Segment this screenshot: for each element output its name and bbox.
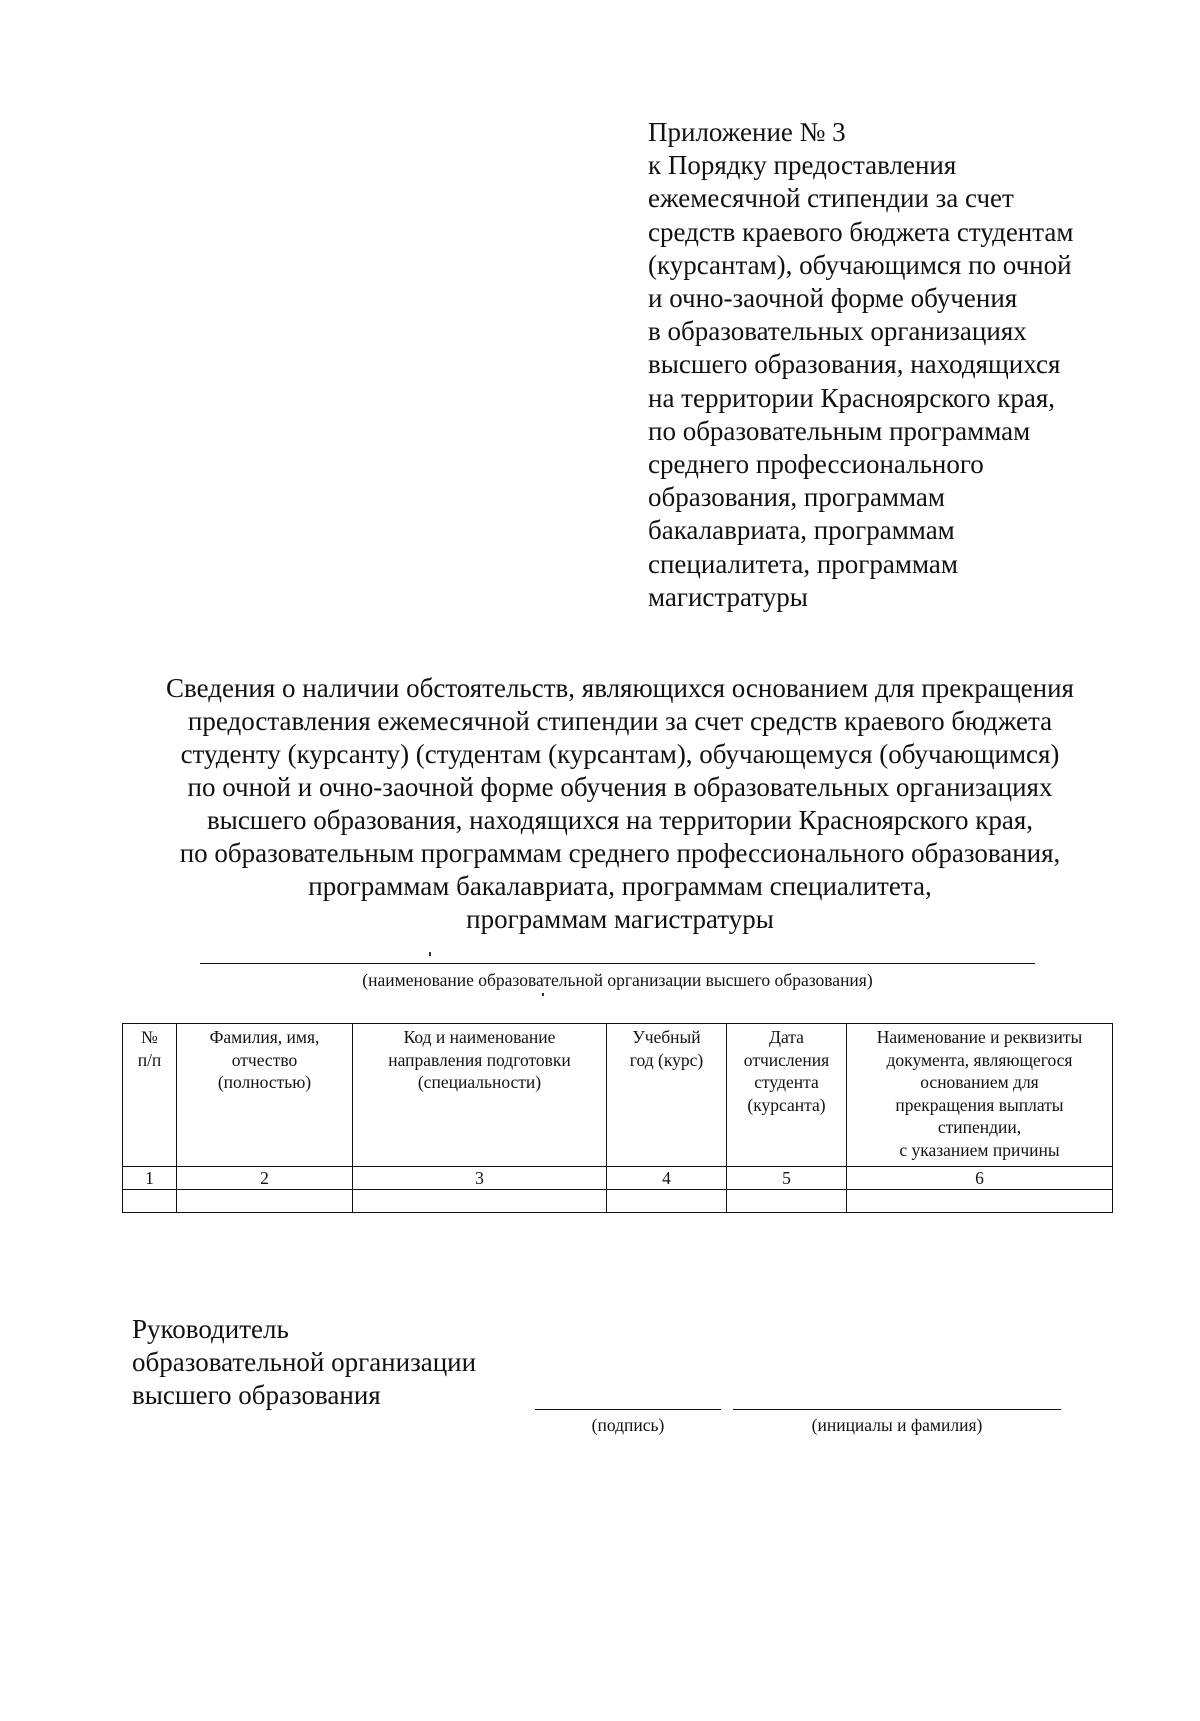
header-text: № bbox=[141, 1027, 158, 1047]
title-line: высшего образования, находящихся на территории Красноярского края, bbox=[206, 805, 1034, 835]
header-text: отчисления bbox=[743, 1049, 830, 1070]
column-number: 1 bbox=[123, 1167, 177, 1190]
table-cell bbox=[177, 1190, 353, 1213]
appendix-line: средств краевого бюджета студентам bbox=[648, 216, 1074, 247]
signer-title bbox=[132, 1313, 476, 1412]
signer-line: образовательной организации bbox=[132, 1347, 477, 1377]
header-document-details bbox=[847, 1024, 1113, 1167]
appendix-line: и очно-заочной форме обучения bbox=[648, 283, 1018, 314]
appendix-line: по образовательным программам bbox=[648, 415, 1031, 446]
organization-name-caption: (наименование образовательной организации высшего образования) bbox=[362, 970, 873, 990]
title-line: программам магистратуры bbox=[466, 904, 774, 934]
appendix-line: магистратуры bbox=[648, 581, 808, 612]
title-line: по очной и очно-заочной форме обучения в образовательных организациях bbox=[187, 772, 1053, 802]
appendix-line: к Порядку предоставления bbox=[648, 150, 957, 181]
appendix-header bbox=[648, 116, 1168, 614]
name-caption: (инициалы и фамилия) bbox=[811, 1415, 983, 1435]
header-text: прекращения выплаты bbox=[895, 1094, 1064, 1115]
header-text: Учебный bbox=[632, 1027, 701, 1047]
column-number-row bbox=[123, 1167, 1113, 1190]
appendix-line: на территории Красноярского края, bbox=[648, 382, 1055, 413]
header-full-name bbox=[177, 1024, 353, 1167]
header-number bbox=[123, 1024, 177, 1167]
document-title bbox=[60, 672, 1180, 936]
header-expulsion-date bbox=[727, 1024, 847, 1167]
signature-line bbox=[535, 1409, 721, 1410]
appendix-line: бакалавриата, программам bbox=[648, 515, 955, 546]
column-number: 2 bbox=[177, 1167, 353, 1190]
header-text: основанием для bbox=[920, 1072, 1039, 1092]
signature-caption: (подпись) bbox=[591, 1415, 665, 1435]
column-number: 6 bbox=[847, 1167, 1113, 1190]
appendix-line: специалитета, программам bbox=[648, 548, 958, 579]
organization-name-line bbox=[200, 963, 1035, 964]
header-text: год (курс) bbox=[629, 1049, 704, 1070]
header-text: отчество bbox=[231, 1049, 298, 1070]
table-header-row bbox=[123, 1024, 1113, 1167]
appendix-line: в образовательных организациях bbox=[648, 316, 1027, 347]
header-text: Код и наименование bbox=[403, 1027, 556, 1047]
header-text: Фамилия, имя, bbox=[209, 1027, 320, 1047]
appendix-line: Приложение № 3 bbox=[648, 117, 846, 147]
header-text: документа, являющегося bbox=[886, 1049, 1073, 1070]
appendix-line: образования, программам bbox=[648, 482, 945, 513]
header-text: стипендии, bbox=[937, 1117, 1022, 1137]
table-cell bbox=[123, 1190, 177, 1213]
header-text: направления подготовки bbox=[388, 1049, 571, 1070]
appendix-line: высшего образования, находящихся bbox=[648, 349, 1061, 380]
table-cell bbox=[847, 1190, 1113, 1213]
scan-speck bbox=[542, 993, 544, 996]
header-academic-year bbox=[607, 1024, 727, 1167]
table-row bbox=[123, 1190, 1113, 1213]
title-line: предоставления ежемесячной стипендии за счет средств краевого бюджета bbox=[187, 706, 1053, 736]
title-line: программам бакалавриата, программам специалитета, bbox=[308, 871, 932, 901]
termination-table bbox=[122, 1023, 1113, 1213]
header-specialty bbox=[353, 1024, 607, 1167]
signer-line: высшего образования bbox=[132, 1380, 381, 1410]
header-text: Дата bbox=[769, 1027, 804, 1047]
header-text: (полностью) bbox=[217, 1072, 312, 1092]
title-line: по образовательным программам среднего профессионального образования, bbox=[179, 838, 1061, 868]
table-cell bbox=[353, 1190, 607, 1213]
column-number: 3 bbox=[353, 1167, 607, 1190]
title-line: студенту (курсанту) (студентам (курсантам), обучающемуся (обучающимся) bbox=[180, 739, 1060, 769]
column-number: 4 bbox=[607, 1167, 727, 1190]
header-text: Наименование и реквизиты bbox=[876, 1027, 1083, 1047]
name-line bbox=[733, 1409, 1061, 1410]
signer-line: Руководитель bbox=[132, 1314, 289, 1344]
title-line: Сведения о наличии обстоятельств, являющихся основанием для прекращения bbox=[166, 673, 1074, 703]
column-number: 5 bbox=[727, 1167, 847, 1190]
table-cell bbox=[607, 1190, 727, 1213]
header-text: (курсанта) bbox=[747, 1094, 826, 1115]
appendix-line: среднего профессионального bbox=[648, 449, 984, 480]
header-text: с указанием причины bbox=[899, 1139, 1060, 1160]
table-cell bbox=[727, 1190, 847, 1213]
header-text: студента bbox=[754, 1072, 819, 1092]
header-text: п/п bbox=[137, 1049, 162, 1070]
header-text: (специальности) bbox=[417, 1072, 542, 1092]
scan-speck bbox=[429, 952, 431, 956]
appendix-line: (курсантам), обучающимся по очной bbox=[648, 249, 1072, 280]
appendix-line: ежемесячной стипендии за счет bbox=[648, 183, 1014, 214]
